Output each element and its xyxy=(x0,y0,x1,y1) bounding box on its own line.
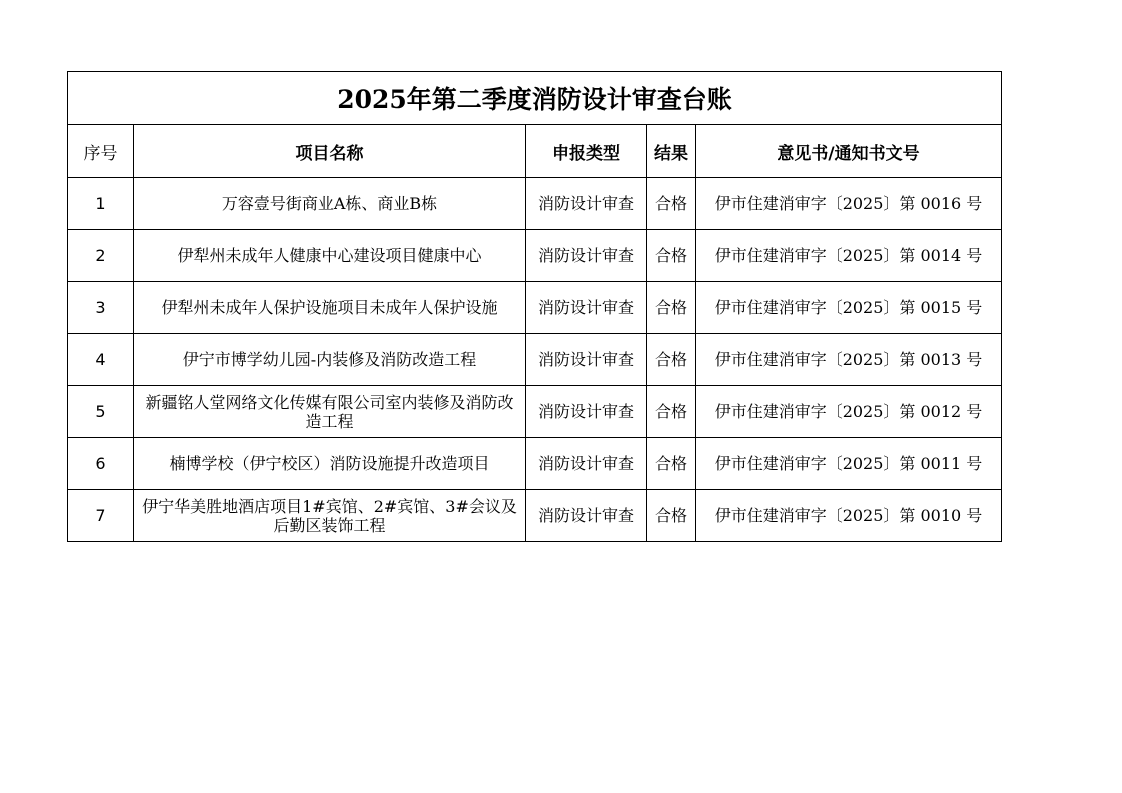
header-project-name: 项目名称 xyxy=(134,125,526,178)
row-application-type: 消防设计审查 xyxy=(526,386,647,438)
row-project-name: 伊宁市博学幼儿园-内装修及消防改造工程 xyxy=(134,334,526,386)
row-document-number: 伊市住建消审字〔2025〕第 0015 号 xyxy=(696,282,1002,334)
row-application-type: 消防设计审查 xyxy=(526,230,647,282)
row-seq: 1 xyxy=(68,178,134,230)
table-row xyxy=(68,282,1002,334)
row-document-number: 伊市住建消审字〔2025〕第 0013 号 xyxy=(696,334,1002,386)
row-document-number: 伊市住建消审字〔2025〕第 0011 号 xyxy=(696,438,1002,490)
table-row xyxy=(68,334,1002,386)
row-project-name: 伊宁华美胜地酒店项目1#宾馆、2#宾馆、3#会议及后勤区装饰工程 xyxy=(134,490,526,542)
row-result: 合格 xyxy=(647,230,696,282)
row-application-type: 消防设计审查 xyxy=(526,438,647,490)
row-application-type: 消防设计审查 xyxy=(526,490,647,542)
row-result: 合格 xyxy=(647,334,696,386)
header-row xyxy=(68,125,1002,178)
row-result: 合格 xyxy=(647,178,696,230)
row-result: 合格 xyxy=(647,490,696,542)
row-seq: 2 xyxy=(68,230,134,282)
header-application-type: 申报类型 xyxy=(526,125,647,178)
row-document-number: 伊市住建消审字〔2025〕第 0012 号 xyxy=(696,386,1002,438)
row-application-type: 消防设计审查 xyxy=(526,282,647,334)
row-project-name: 楠博学校（伊宁校区）消防设施提升改造项目 xyxy=(134,438,526,490)
row-application-type: 消防设计审查 xyxy=(526,334,647,386)
table-row xyxy=(68,386,1002,438)
review-ledger-table xyxy=(67,71,1002,542)
row-application-type: 消防设计审查 xyxy=(526,178,647,230)
row-seq: 7 xyxy=(68,490,134,542)
row-result: 合格 xyxy=(647,282,696,334)
row-seq: 6 xyxy=(68,438,134,490)
table-row xyxy=(68,230,1002,282)
header-document-number: 意见书/通知书文号 xyxy=(696,125,1002,178)
row-result: 合格 xyxy=(647,386,696,438)
table-row xyxy=(68,438,1002,490)
table-row xyxy=(68,178,1002,230)
table-title: 2025年第二季度消防设计审查台账 xyxy=(68,72,1002,125)
table-row xyxy=(68,490,1002,542)
row-project-name: 万容壹号街商业A栋、商业B栋 xyxy=(134,178,526,230)
row-seq: 4 xyxy=(68,334,134,386)
row-document-number: 伊市住建消审字〔2025〕第 0014 号 xyxy=(696,230,1002,282)
row-seq: 3 xyxy=(68,282,134,334)
row-document-number: 伊市住建消审字〔2025〕第 0016 号 xyxy=(696,178,1002,230)
header-result: 结果 xyxy=(647,125,696,178)
header-seq: 序号 xyxy=(68,125,134,178)
row-project-name: 伊犁州未成年人保护设施项目未成年人保护设施 xyxy=(134,282,526,334)
title-row xyxy=(68,72,1002,125)
row-seq: 5 xyxy=(68,386,134,438)
row-project-name: 伊犁州未成年人健康中心建设项目健康中心 xyxy=(134,230,526,282)
row-project-name: 新疆铭人堂网络文化传媒有限公司室内装修及消防改造工程 xyxy=(134,386,526,438)
row-result: 合格 xyxy=(647,438,696,490)
row-document-number: 伊市住建消审字〔2025〕第 0010 号 xyxy=(696,490,1002,542)
